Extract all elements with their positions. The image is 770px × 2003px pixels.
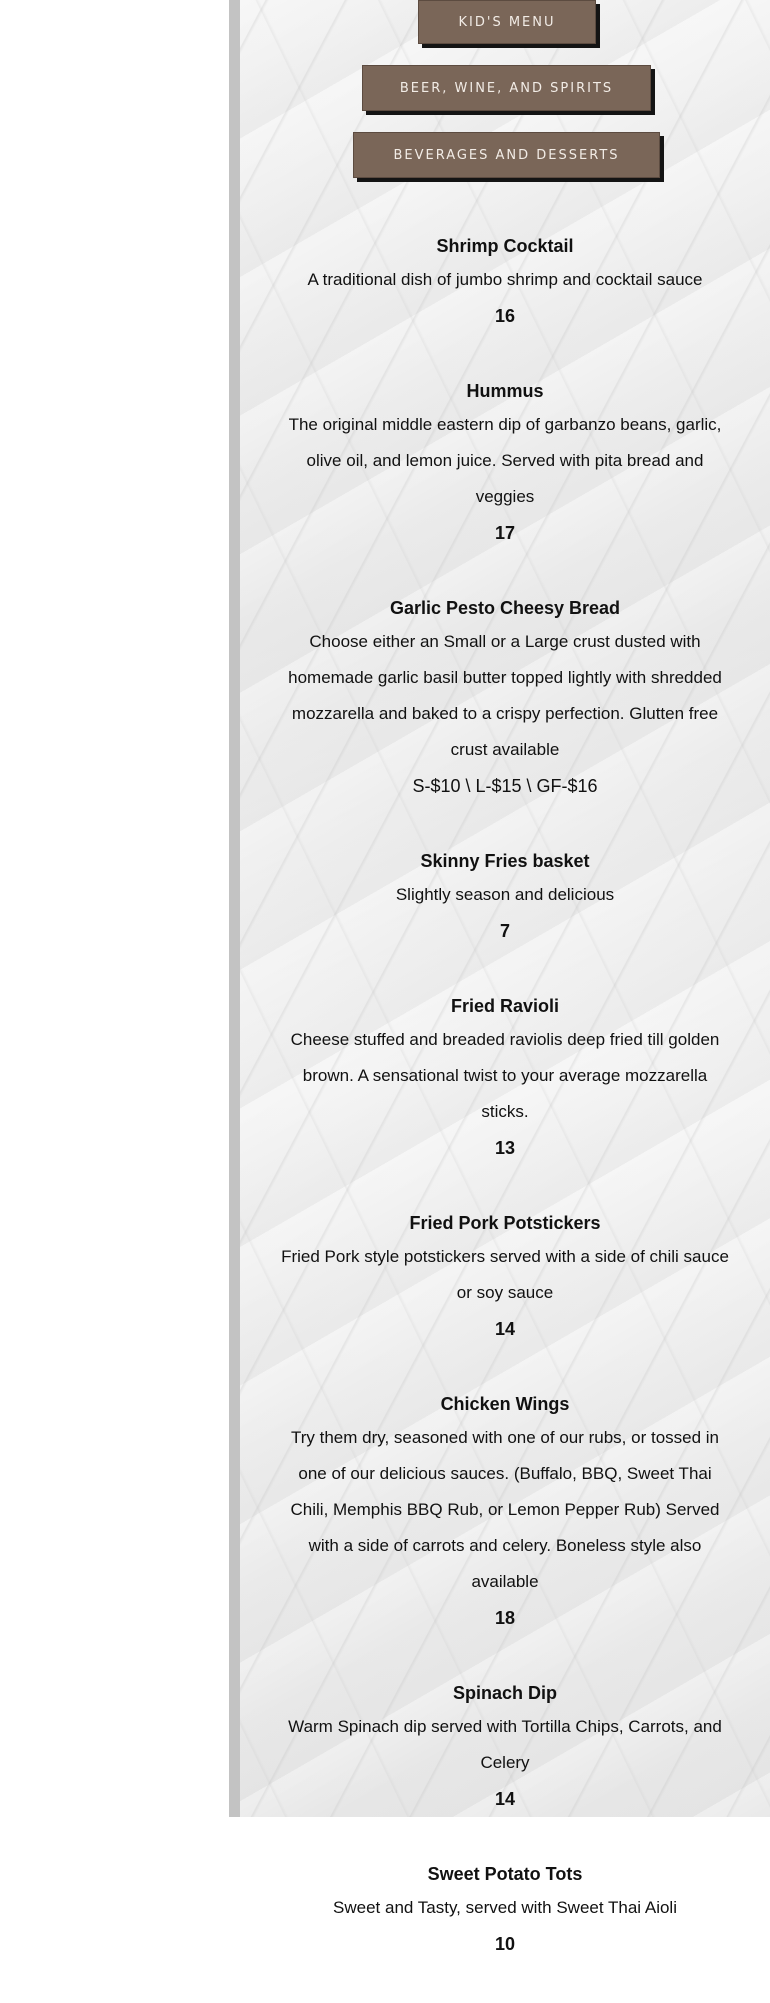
item-price: 14 [494,1319,516,1339]
menu-item-skinny-fries-basket [240,845,770,949]
menu-item-spinach-dip [240,1677,770,1817]
item-name: Hummus [466,381,544,401]
item-description: Cheese stuffed and breaded raviolis deep fried till golden brown. A sensational twist to your average mozzarella sticks. [290,1030,720,1121]
menu-item-fried-pork-potstickers [240,1207,770,1347]
item-description: Choose either an Small or a Large crust dusted with homemade garlic basil butter topped lightly with shredded mozzarella and baked to a crispy perfection. Glutten free crust available [288,632,722,759]
item-name: Fried Ravioli [450,996,560,1016]
menu-item-sweet-potato-tots [240,1858,770,1962]
menu-item-garlic-pesto-cheesy-bread [240,592,770,804]
item-description: Slightly season and delicious [395,885,615,904]
beverages-desserts-button[interactable]: BEVERAGES AND DESSERTS [353,132,660,178]
item-price: 10 [494,1934,516,1954]
left-blank-panel [0,0,229,1817]
item-name: Skinny Fries basket [420,851,590,871]
item-price: 14 [494,1789,516,1809]
item-description: Try them dry, seasoned with one of our rubs, or tossed in one of our delicious sauces. (Buffalo, BBQ, Sweet Thai Chili, Memphis BBQ Rub, or Lemon Pepper Rub) Served with a side of carrots and celery. Boneless style also available [290,1428,720,1591]
item-price: 13 [494,1138,516,1158]
item-name: Sweet Potato Tots [427,1864,583,1884]
item-description: Warm Spinach dip served with Tortilla Chips, Carrots, and Celery [288,1717,722,1772]
item-description: Fried Pork style potstickers served with a side of chili sauce or soy sauce [281,1247,729,1302]
item-price: 18 [494,1608,516,1628]
vertical-divider [229,0,240,1817]
item-description: A traditional dish of jumbo shrimp and cocktail sauce [307,270,703,289]
item-name: Fried Pork Potstickers [409,1213,601,1233]
menu-item-chicken-wings [240,1388,770,1636]
item-name: Shrimp Cocktail [436,236,574,256]
item-description: The original middle eastern dip of garbanzo beans, garlic, olive oil, and lemon juice. Served with pita bread and veggies [288,415,722,506]
item-description: Sweet and Tasty, served with Sweet Thai Aioli [333,1898,677,1917]
item-price: 16 [494,306,516,326]
item-name: Spinach Dip [452,1683,557,1703]
item-price: S-$10 \ L-$15 \ GF-$16 [412,776,598,796]
beer-wine-spirits-button[interactable]: BEER, WINE, AND SPIRITS [362,65,651,111]
kids-menu-button[interactable]: KID'S MENU [418,0,596,44]
item-price: 7 [499,921,510,941]
item-name: Garlic Pesto Cheesy Bread [389,598,621,618]
menu-item-fried-ravioli [240,990,770,1166]
menu-item-shrimp-cocktail [240,230,770,334]
menu-item-hummus [240,375,770,551]
appetizer-menu-list [240,230,770,2003]
item-price: 17 [494,523,516,543]
item-name: Chicken Wings [440,1394,570,1414]
